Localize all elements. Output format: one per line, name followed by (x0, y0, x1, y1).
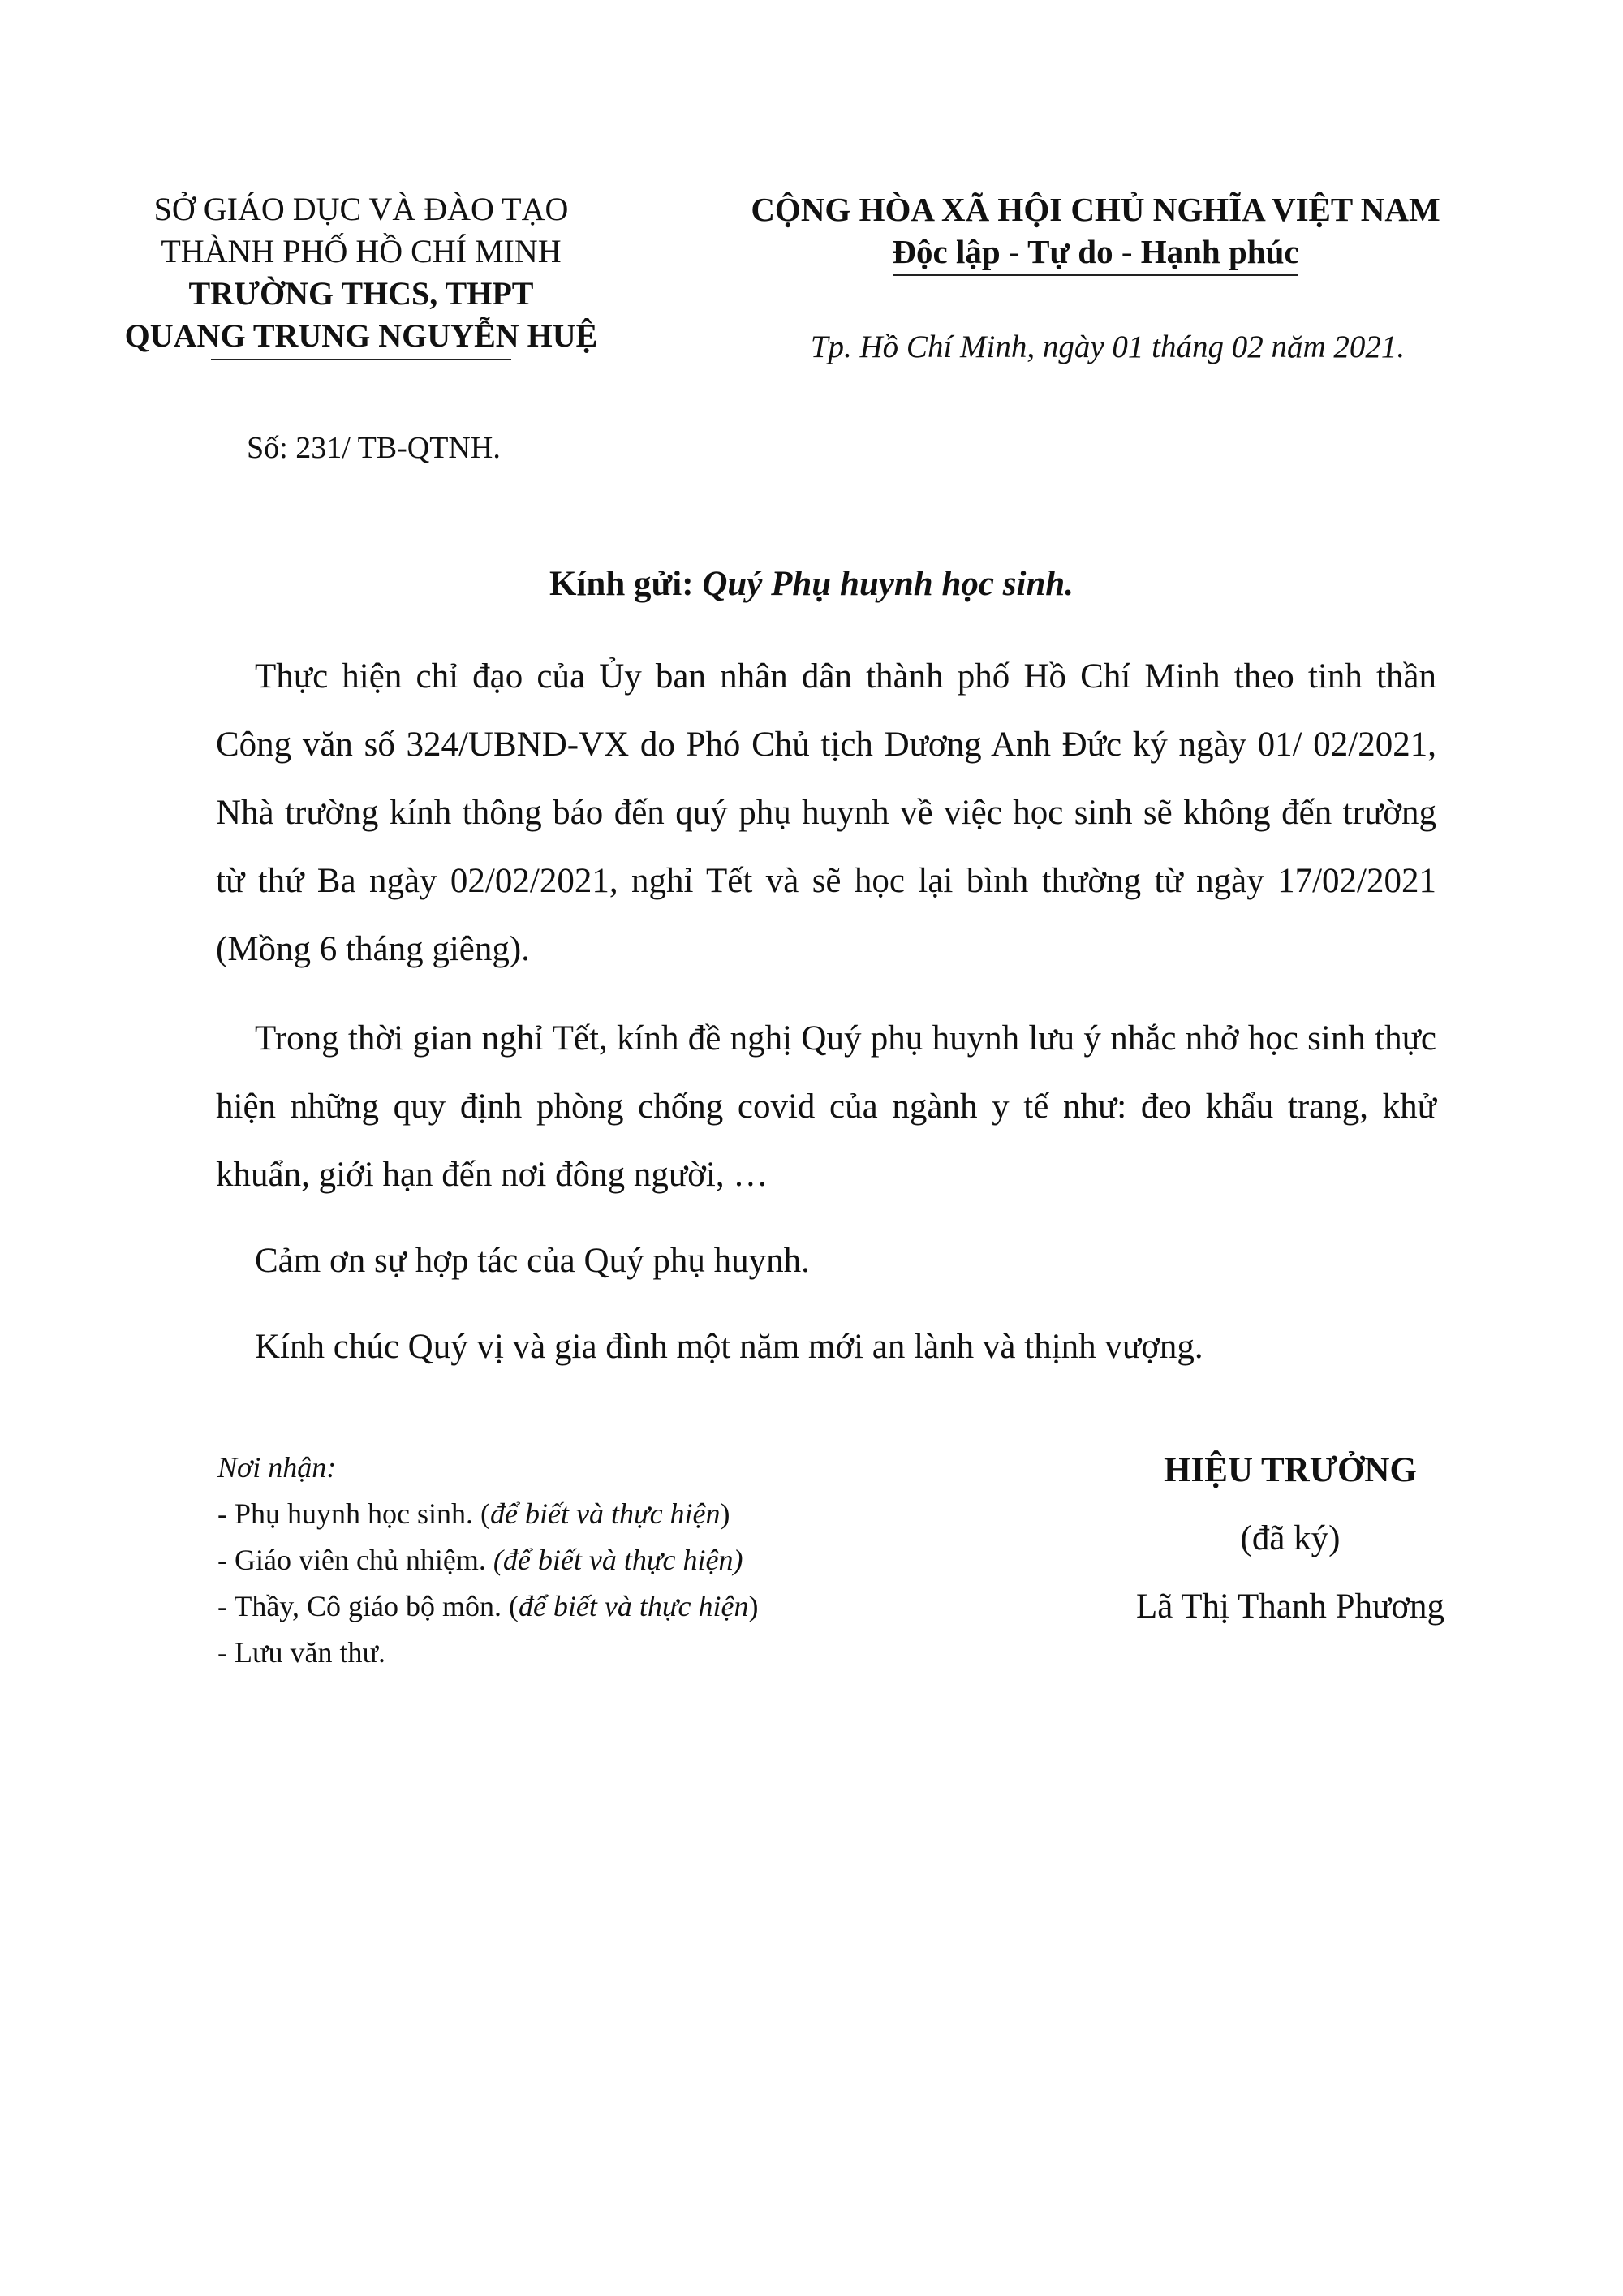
recipient-note: để biết và thực hiện (490, 1497, 721, 1530)
recipient-item (217, 1630, 759, 1676)
national-motto-block (714, 188, 1477, 276)
salutation-lead: Kính gửi: (549, 565, 694, 603)
national-motto: Độc lập - Tự do - Hạnh phúc (892, 233, 1299, 270)
city-name: THÀNH PHỐ HỒ CHÍ MINH (161, 233, 562, 269)
body-paragraph-3: Cảm ơn sự hợp tác của Quý phụ huynh. (255, 1242, 810, 1280)
issuing-authority-block (122, 188, 601, 360)
recipients-title: Nơi nhận: (217, 1451, 337, 1484)
country-name: CỘNG HÒA XÃ HỘI CHỦ NGHĨA VIỆT NAM (751, 191, 1440, 228)
recipient-text: - Lưu văn thư. (217, 1636, 385, 1669)
recipient-note: (để biết và thực hiện) (493, 1544, 743, 1576)
salutation-recipient: Quý Phụ huynh học sinh. (702, 565, 1074, 603)
document-number: Số: 231/ TB-QTNH. (247, 431, 501, 465)
recipient-note: để biết và thực hiện (518, 1590, 749, 1622)
signer-name: Lã Thị Thanh Phương (1135, 1587, 1445, 1626)
header-left-underline (211, 359, 511, 360)
recipient-item (217, 1491, 759, 1537)
recipient-close: ) (720, 1497, 730, 1530)
recipient-item (217, 1583, 759, 1630)
recipients-list (217, 1445, 759, 1676)
document-date: Tp. Hồ Chí Minh, ngày 01 tháng 02 năm 2021. (810, 330, 1406, 364)
letter-body (216, 643, 1436, 1381)
body-paragraph-1: Thực hiện chỉ đạo của Ủy ban nhân dân thành phố Hồ Chí Minh theo tinh thần Công văn số 324/UBND-VX do Phó Chủ tịch Dương Anh Đức ký ngày 01/ 02/2021, Nhà trường kính thông báo đến quý phụ huynh về việc học sinh sẽ không đến trường từ thứ Ba ngày 02/02/2021, nghỉ Tết và sẽ học lại bình thường từ ngày 17/02/2021 (Mồng 6 tháng giêng). (216, 657, 1436, 968)
recipient-item (217, 1537, 759, 1583)
recipient-text: - Phụ huynh học sinh. ( (217, 1497, 490, 1530)
body-paragraph-4: Kính chúc Quý vị và gia đình một năm mới an lành và thịnh vượng. (255, 1328, 1203, 1366)
recipient-text: - Giáo viên chủ nhiệm. (217, 1544, 493, 1576)
school-name-line1: TRƯỜNG THCS, THPT (188, 275, 534, 312)
header-right-underline (893, 274, 1298, 276)
school-name-line2: QUANG TRUNG NGUYỄN HUỆ (124, 317, 598, 354)
signature-block (1079, 1437, 1501, 1641)
recipient-text: - Thầy, Cô giáo bộ môn. ( (217, 1590, 519, 1622)
signer-role: HIỆU TRƯỞNG (1164, 1451, 1417, 1489)
signature-status: (đã ký) (1240, 1519, 1341, 1557)
salutation (0, 564, 1623, 604)
body-paragraph-2: Trong thời gian nghỉ Tết, kính đề nghị Quý phụ huynh lưu ý nhắc nhở học sinh thực hiện những quy định phòng chống covid của ngành y tế như: đeo khẩu trang, khử khuẩn, giới hạn đến nơi đông người, … (216, 1019, 1436, 1194)
department-name: SỞ GIÁO DỤC VÀ ĐÀO TẠO (153, 191, 569, 227)
recipient-close: ) (748, 1590, 759, 1622)
